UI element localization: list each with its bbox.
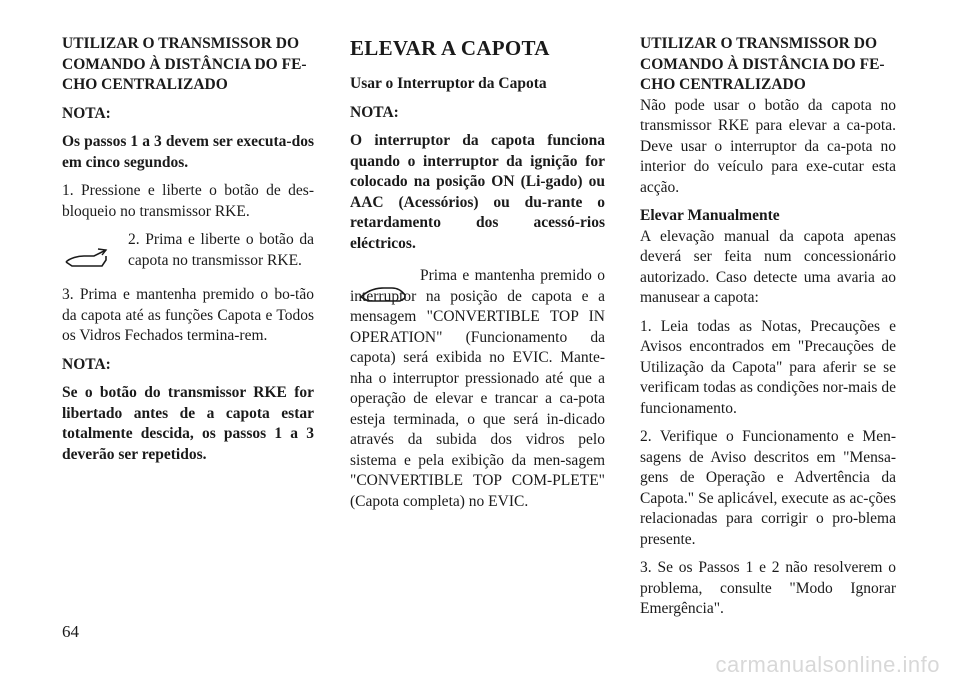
paragraph-1: Não pode usar o botão da capota no transmissor RKE para elevar a ca-pota. Deve usar o interruptor da ca-pota no interior do veículo para exe-cutar esta acção. [640,96,896,196]
subheading: Elevar Manualmente [640,207,780,224]
page-number: 64 [62,622,79,641]
instruction-with-icon [350,266,605,512]
paragraph-2: A elevação manual da capota apenas deverá ser feita num concessionário autorizado. Caso detecte uma avaria ao manusear a capota: [640,227,896,306]
step-1: 1. Leia todas as Notas, Precauções e Avisos encontrados em "Precauções de Utilização da Capota" para aferir se se verificam todas as condições nor-mais de funcionamento. [640,317,896,417]
step-2: 2. Verifique o Funcionamento e Men-sagens de Aviso descritos em "Mensa-gens de Operação e Advertência da Capota." Se aplicável, execute as ac-ções relacionadas para corrigir o pro-blema presente. [640,428,896,548]
convertible-top-closed-icon [358,280,408,311]
step-2: 2. Prima e liberte o botão da capota no transmissor RKE. [128,231,314,269]
column-middle [350,34,605,520]
note-label-2: NOTA: [62,355,111,373]
step-3: 3. Se os Passos 1 e 2 não resolverem o problema, consulte "Modo Ignorar Emergência". [640,559,896,617]
watermark: carmanualsonline.info [715,652,940,677]
section-subtitle: Usar o Interruptor da Capota [350,75,547,92]
section-heading: UTILIZAR O TRANSMISSOR DO COMANDO À DISTÂNCIA DO FE-CHO CENTRALIZADO [62,35,307,93]
note-text: O interruptor da capota funciona quando o interruptor da ignição for colocado na posição ON (Li-gado) ou AAC (Acessórios) ou du-rante o retardamento dos acessó-rios eléctricos. [350,132,605,252]
note-label: NOTA: [350,103,399,121]
note-label: NOTA: [62,104,111,122]
note-text: Os passos 1 a 3 devem ser executa-dos em cinco segundos. [62,133,314,171]
convertible-top-raise-icon [62,244,110,277]
section-title: ELEVAR A CAPOTA [350,36,550,60]
step-1: 1. Pressione e liberte o botão de des-bloqueio no transmissor RKE. [62,182,314,220]
note-text-2: Se o botão do transmissor RKE for libertado antes de a capota estar totalmente descida, os passos 1 a 3 deverão ser repetidos. [62,384,314,463]
step-3: 3. Prima e mantenha premido o bo-tão da capota até as funções Capota e Todos os Vidros Fechados termina-rem. [62,286,314,344]
instruction-text: Prima e mantenha premido o interruptor na posição de capota e a mensagem "CONVERTIBLE TOP IN OPERATION" (Funcionamento da capota) será exibida no EVIC. Mante-nha o interruptor pressionado até que a operação de elevar e trancar a ca-pota esteja terminada, o que será in-dicado através da subida dos vidros pelo sistema e pela exibição da men-sagem "CONVERTIBLE TOP COM-PLETE" (Capota completa) no EVIC. [350,267,605,510]
step-2-with-icon [62,230,314,271]
column-right [640,34,896,628]
section-heading: UTILIZAR O TRANSMISSOR DO COMANDO À DISTÂNCIA DO FE-CHO CENTRALIZADO [640,35,885,93]
column-left [62,34,314,473]
